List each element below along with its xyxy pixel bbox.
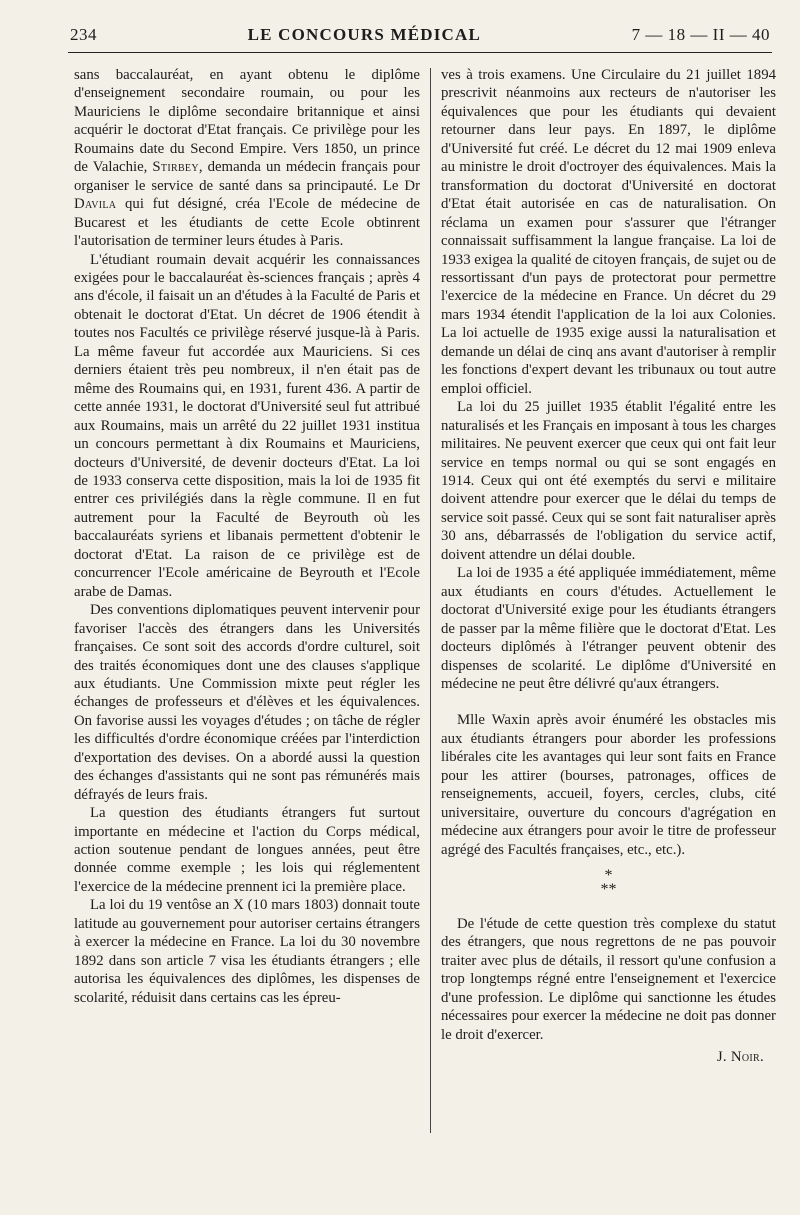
- header-rule: [68, 52, 772, 53]
- issue-date: 7 — 18 — II — 40: [631, 25, 770, 44]
- spacer: [441, 693, 776, 711]
- paragraph: La loi de 1935 a été appliquée immédiatement, même aux étudiants en cours d'études. Actuellement le doctorat d'Université exige pour les étudiants étrangers de passer par la même filière que le doctorat d'Etat. Les docteurs diplômés à l'étranger peuvent obtenir des dispenses de scolarité. Le diplôme d'Université en médecine ne peut être délivré qu'aux étrangers.: [441, 565, 776, 692]
- person-name: Stirbey: [152, 159, 199, 176]
- journal-title: LE CONCOURS MÉDICAL: [247, 25, 482, 44]
- person-name: Davila: [74, 196, 117, 213]
- paragraph: Des conventions diplomatiques peuvent intervenir pour favoriser l'accès des étrangers dans les Universités françaises. Ce sont soit des accords d'ordre culturel, soit des traités économiques dont une des clauses s'applique aux étudiants. Une Commission mixte peut régler les échanges de professeurs et d'élèves et les équivalences. On favorise aussi les voyages d'études ; on tâche de régler les difficultés d'ordre économique créées par l'interdiction d'exportation des devises. On a abordé aussi la question des échanges d'assistants qui ne sont pas rémunérés mais défrayés de leurs frais.: [74, 602, 420, 803]
- asterisk: *: [604, 867, 613, 885]
- paragraph: De l'étude de cette question très complexe du statut des étrangers, que nous regrettons de ne pas pouvoir traiter avec plus de détails, il ressort qu'une confusion a trop longtemps régné entre l'enseignement et l'exercice d'une profession. Le diplôme qui sanctionne les études nécessaires pour exercer la médecine ne doit pas donner le droit d'exercer.: [441, 916, 776, 1043]
- running-header: [70, 20, 770, 50]
- paragraph: Mlle Waxin après avoir énuméré les obstacles mis aux étudiants étrangers pour aborder les professions libérales cite les avantages qui leur sont faits en France pour les attirer (bourses, patronages, offices de renseignements, accueil, foyers, cercles, clubs, cité universitaire, ouverture du concours d'agrégation en médecine aux étrangers pour avoir le titre de professeur agrégé des Facultés françaises, etc., etc.).: [441, 712, 776, 858]
- asterisk: *: [600, 881, 609, 899]
- left-column: [74, 66, 420, 1007]
- paragraph: La loi du 25 juillet 1935 établit l'égalité entre les naturalisés et les Français en imposant à tous les charges militaires. Ne peuvent exercer que ceux qui ont fait leur service en temps normal ou qui se sont engagés en 1914. Ceux qui ont été exemptés du servi e militaire doivent attendre pour exercer que le délai du temps de service soit passé. Ceux qui se sont fait naturaliser après 30 ans, débarrassés de l'obligation du service actif, doivent attendre un délai double.: [441, 399, 776, 563]
- paragraph: L'étudiant roumain devait acquérir les connaissances exigées pour le baccalauréat ès-sciences français ; après 4 ans d'école, il faisait un an d'études à la Faculté de Paris et obtenait le doctorat d'Etat. Un décret de 1906 étendit à toutes nos Facultés ce privilège réservé jusque-là à Paris. La même faveur fut accordée aux Mauriciens. Si ces derniers étaient très peu nombreux, il n'en était pas de même des Roumains qui, en 1931, furent 436. A partir de cette année 1931, le doctorat d'Université seul fut attribué aux Roumains, mais un arrêté du 22 juillet 1931 institua un concours permettant à dix Roumains et Mauriciens, docteurs d'Université, de devenir docteurs d'Etat. La loi de 1933 conserva cette disposition, mais la loi de 1935 fit entrer ces privilégiés dans la règle commune. Il en fut autrement pour la Faculté de Beyrouth où les baccalauréats syriens et libanais permettent d'obtenir le doctorat d'Etat. La raison de ce privilège est de concurrencer l'Ecole américaine de Beyrouth et l'Ecole arabe de Damas.: [74, 251, 420, 600]
- page-number: 234: [70, 25, 97, 44]
- right-column: [441, 66, 776, 1067]
- column-divider: [430, 68, 431, 1133]
- paragraph: La loi du 19 ventôse an X (10 mars 1803) donnait toute latitude au gouvernement pour autoriser certains étrangers à exercer la médecine en France. La loi du 30 novembre 1892 dans son article 7 visa les étudiants étrangers ; elle autorisa les équivalences des diplômes, les dispenses de scolarité, réduisit dans certains cas les épreu-: [74, 897, 420, 1006]
- paragraph: ves à trois examens. Une Circulaire du 21 juillet 1894 prescrivit néanmoins aux recteurs de n'autoriser les équivalences que pour les étudiants qui devaient retourner dans leur pays. En 1897, le diplôme d'Université fut créé. Le décret du 12 mai 1909 enleva au ministre le droit d'octroyer des équivalences. Mais la transformation du doctorat d'Université en doctorat d'Etat était autorisée en cas de naturalisation. On réclama un examen pour s'assurer que l'étranger connaissait suffisamment la langue française. La loi de 1933 exigea la qualité de citoyen français, de sujet ou de ressortissant d'un pays de protectorat pour permettre l'exercice de la médecine en France. Un décret du 29 mars 1934 étendit l'application de la loi aux Colonies. La loi actuelle de 1935 exige aussi la naturalisation et demande un délai de cinq ans avant d'autoriser à remplir les fonctions d'expert devant les tribunaux ou tout autre emploi officiel.: [441, 67, 776, 397]
- section-separator: [441, 869, 776, 897]
- paragraph: sans baccalauréat, en ayant obtenu le diplôme d'enseignement secondaire roumain, ou pour les Mauriciens le diplôme secondaire britannique et ainsi acquérir le doctorat d'Etat français. Ce privilège pour les Roumains date du Second Empire. Vers 1850, un prince de Valachie, Stirbey, demanda un médecin français pour organiser le service de santé dans sa principauté. Le Dr Davila qui fut désigné, créa l'Ecole de médecine de Bucarest et les étudiants de cette Ecole obtinrent l'autorisation de terminer leurs études à Paris.: [74, 67, 421, 250]
- asterisk: *: [608, 881, 617, 899]
- author-signature: J. Noir.: [716, 1049, 764, 1066]
- paragraph: La question des étudiants étrangers fut surtout importante en médecine et l'action du Corps médical, action soutenue pendant de longues années, peut être donnée comme exemple ; les lois qui réglementent l'exercice de la médecine prennent ici la première place.: [74, 805, 420, 895]
